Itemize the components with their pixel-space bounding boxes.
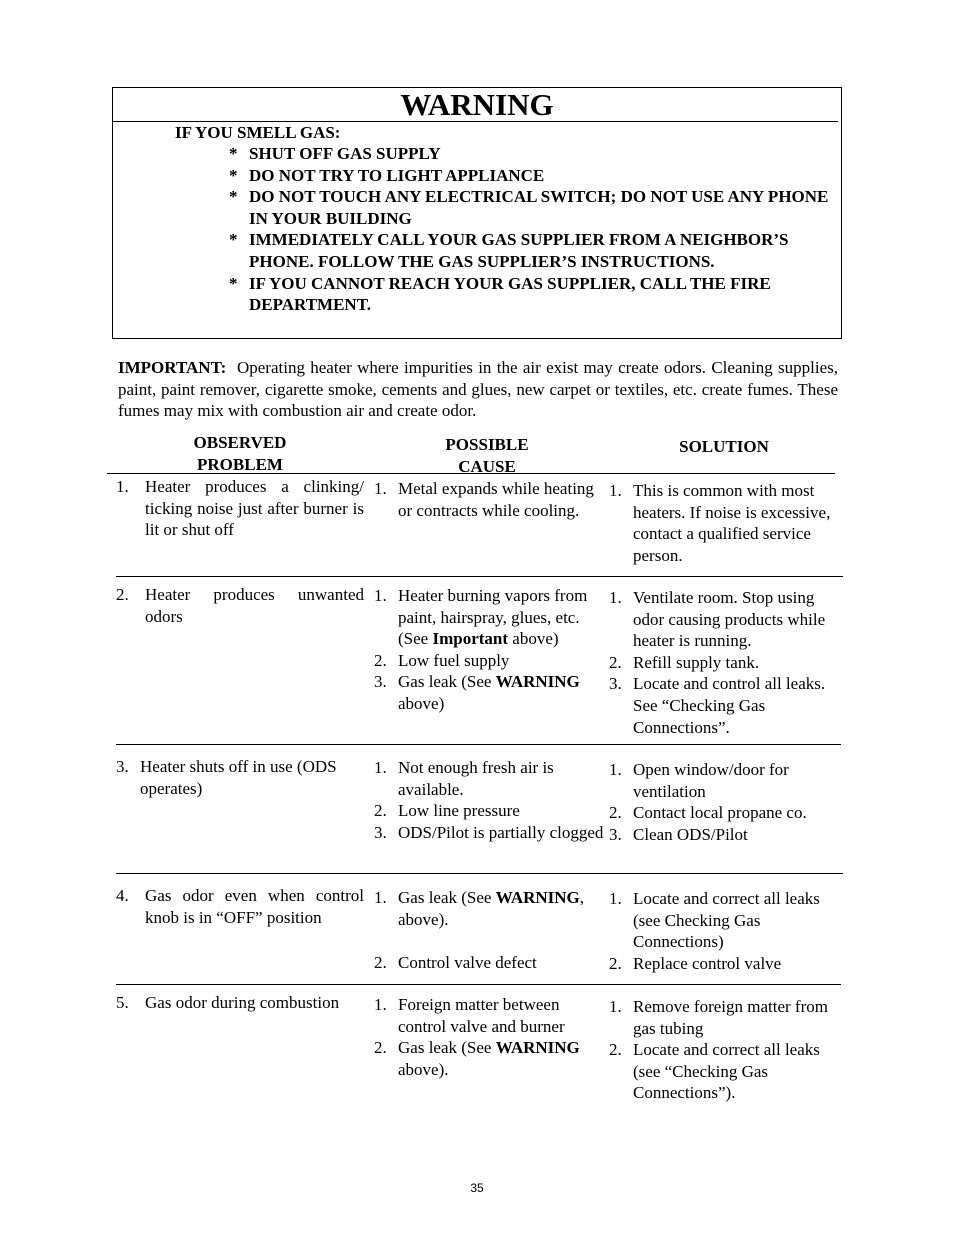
warning-item: * SHUT OFF GAS SUPPLY	[229, 144, 441, 163]
table-row-4-causes	[374, 887, 604, 973]
list-item: 3. Locate and control all leaks. See “Checking Gas Connections”.	[609, 674, 826, 737]
warning-item: * IF YOU CANNOT REACH YOUR GAS SUPPLIER, CALL THE FIRE DEPARTMENT.	[229, 273, 771, 315]
list-item: 1. This is common with most heaters. If noise is excessive, contact a qualified service person.	[609, 481, 831, 565]
warning-box	[112, 87, 842, 339]
header-observed-problem: OBSERVED PROBLEM	[193, 433, 287, 474]
warning-item: * DO NOT TRY TO LIGHT APPLIANCE	[229, 165, 545, 185]
row-rule	[116, 744, 841, 745]
table-row-3-problem: 3. Heater shuts off in use (ODS operates)	[116, 757, 337, 798]
header-rule	[107, 473, 835, 474]
list-item: 3. Gas leak (See WARNING above)	[374, 672, 580, 713]
row-rule	[116, 873, 843, 874]
header-possible-cause: POSSIBLE CAUSE	[445, 435, 529, 476]
row-rule	[116, 576, 843, 577]
page-number: 35	[470, 1181, 484, 1195]
list-item: 1. Foreign matter between control valve and burner	[374, 995, 565, 1036]
list-item: 3. Clean ODS/Pilot	[609, 824, 748, 844]
list-item: 2. Contact local propane co.	[609, 803, 807, 823]
table-row-2-solutions	[609, 587, 841, 738]
list-item: 1. Not enough fresh air is available.	[374, 758, 554, 799]
list-item: 1. Locate and correct all leaks (see Checking Gas Connections)	[609, 889, 820, 952]
table-row-4-problem: 4. Gas odor even when control knob is in “OFF” position	[116, 886, 364, 927]
important-label: IMPORTANT:	[118, 358, 227, 377]
header-solution: SOLUTION	[679, 437, 769, 456]
table-row-1-solutions	[609, 480, 841, 566]
warning-list	[229, 143, 829, 316]
list-item: 1. Ventilate room. Stop using odor causing products while heater is running.	[609, 588, 826, 651]
list-item: 1. Open window/door for ventilation	[609, 760, 789, 801]
table-row-2-causes	[374, 585, 604, 715]
warning-item: * IMMEDIATELY CALL YOUR GAS SUPPLIER FROM A NEIGHBOR’S PHONE. FOLLOW THE GAS SUPPLIER’S INSTRUCTIONS.	[229, 230, 789, 271]
list-item: 1. Remove foreign matter from gas tubing	[609, 997, 828, 1038]
list-item: 2. Gas leak (See WARNING above).	[374, 1038, 580, 1079]
table-row-5-causes	[374, 994, 604, 1080]
list-item: 2. Low fuel supply	[374, 650, 510, 670]
table-row-3-solutions	[609, 759, 841, 845]
list-item: 3. ODS/Pilot is partially clogged	[374, 822, 604, 842]
table-row-5-solutions	[609, 996, 841, 1104]
table-row-1-causes	[374, 478, 604, 521]
list-item: 2. Replace control valve	[609, 953, 782, 973]
list-item: 1. Gas leak (See WARNING, above).	[374, 888, 585, 929]
list-item: 2. Low line pressure	[374, 801, 520, 821]
table-row-3-causes	[374, 757, 604, 843]
warning-item: * DO NOT TOUCH ANY ELECTRICAL SWITCH; DO NOT USE ANY PHONE IN YOUR BUILDING	[229, 187, 829, 228]
table-row-1-problem: 1. Heater produces a clinking/ ticking noise just after burner is lit or shut off	[116, 477, 364, 540]
row-rule	[116, 984, 841, 985]
list-item: 2. Refill supply tank.	[609, 652, 760, 672]
warning-intro: IF YOU SMELL GAS:	[175, 123, 341, 142]
table-row-2-problem: 2. Heater produces unwanted odors	[116, 585, 364, 626]
table-row-4-solutions	[609, 888, 841, 974]
list-item: 2. Control valve defect	[374, 952, 537, 972]
list-item: 1. Metal expands while heating or contracts while cooling.	[374, 479, 594, 520]
table-row-5-problem: 5. Gas odor during combustion	[116, 993, 340, 1012]
important-text: Operating heater where impurities in the air exist may create odors. Cleaning supplies, paint, paint remover, cigarette smoke, cements and glues, new carpet or textiles, etc. create fumes. These fumes may mix with combustion air and create odor.	[118, 358, 839, 420]
list-item: 1. Heater burning vapors from paint, hairspray, glues, etc. (See Important above)	[374, 586, 588, 649]
list-item: 2. Locate and correct all leaks (see “Checking Gas Connections”).	[609, 1040, 820, 1103]
warning-title: WARNING	[400, 87, 554, 122]
important-note	[118, 357, 838, 422]
